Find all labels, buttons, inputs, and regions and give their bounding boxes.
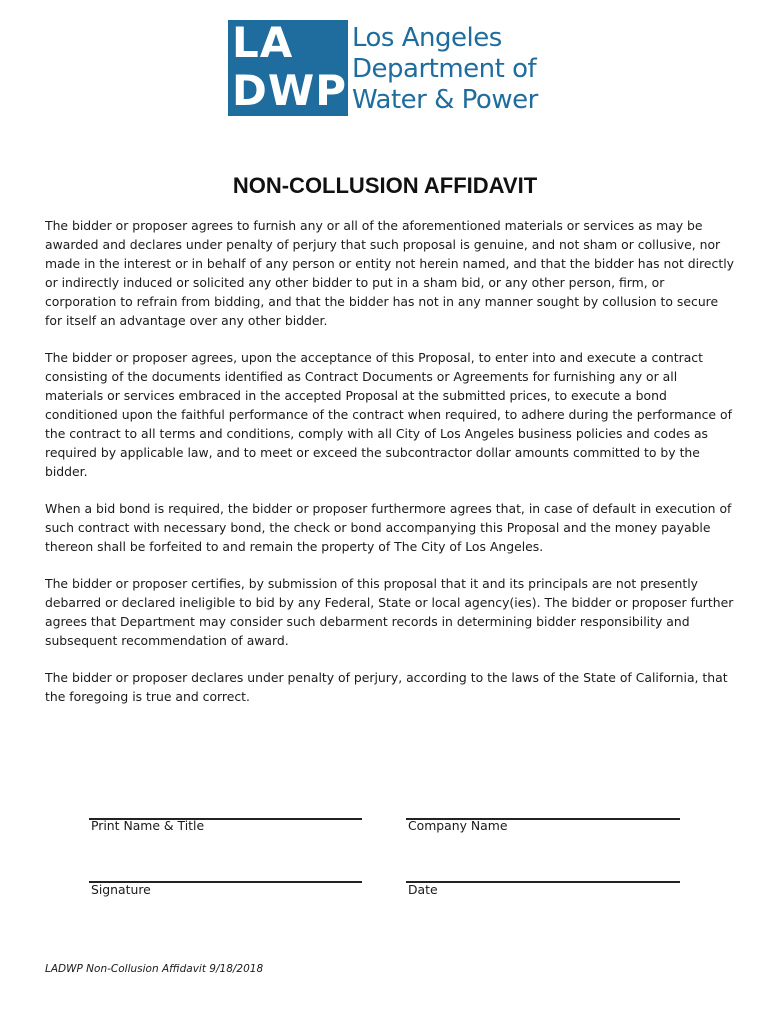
document-title: NON-COLLUSION AFFIDAVIT xyxy=(232,173,538,198)
date-label: Date xyxy=(408,882,438,897)
signature-label: Signature xyxy=(91,882,151,897)
logo-abbr-line1: LA xyxy=(232,18,294,67)
ladwp-logo xyxy=(228,20,544,117)
logo-name-line3: Water & Power xyxy=(352,85,538,115)
paragraph-contract: The bidder or proposer agrees, upon the acceptance of this Proposal, to enter into and execute a contract consisting of the documents identified as Contract Documents or Agreements for furnishing any or all materials or services embraced in the accepted Proposal at the submitted prices, to execute a bond conditioned upon the faithful performance of the contract when required, to adhere during the performance of the contract to all terms and conditions, comply with all City of Los Angeles business policies and codes as required by applicable law, and to meet or exceed the subcontractor dollar amounts committed to by the bidder. xyxy=(45,350,732,479)
company-name-label: Company Name xyxy=(408,818,508,833)
logo-name-line2: Department of xyxy=(352,54,537,84)
date-line[interactable] xyxy=(406,881,680,883)
paragraph-declaration: The bidder or proposer declares under penalty of perjury, according to the laws of the State of California, that the foregoing is true and correct. xyxy=(45,670,728,704)
print-name-label: Print Name & Title xyxy=(91,818,205,833)
paragraph-debarment: The bidder or proposer certifies, by submission of this proposal that it and its principals are not presently debarred or declared ineligible to bid by any Federal, State or local agency(ies). The bidder or proposer further agrees that Department may consider such debarment records in determining bidder responsibility and subsequent recommendation of award. xyxy=(45,576,734,648)
logo-name-line1: Los Angeles xyxy=(352,23,502,53)
logo-mark xyxy=(228,20,348,116)
logo-abbr-line2: DWP xyxy=(232,66,347,115)
affidavit-body xyxy=(45,216,735,724)
paragraph-bid-bond: When a bid bond is required, the bidder or proposer furthermore agrees that, in case of default in execution of such contract with necessary bond, the check or bond accompanying this Proposal and the money payable thereon shall be forfeited to and remain the property of The City of Los Angeles. xyxy=(45,501,732,554)
footer-text: LADWP Non-Collusion Affidavit 9/18/2018 xyxy=(45,963,264,975)
paragraph-agreement: The bidder or proposer agrees to furnish any or all of the aforementioned materials or services as may be awarded and declares under penalty of perjury that such proposal is genuine, and not sham or collusive, nor made in the interest or in behalf of any person or entity not herein named, and that the bidder has not directly or indirectly induced or solicited any other bidder to put in a sham bid, or any other person, firm, or corporation to refrain from bidding, and that the bidder has not in any manner sought by collusion to secure for itself an advantage over any other bidder. xyxy=(45,218,734,328)
